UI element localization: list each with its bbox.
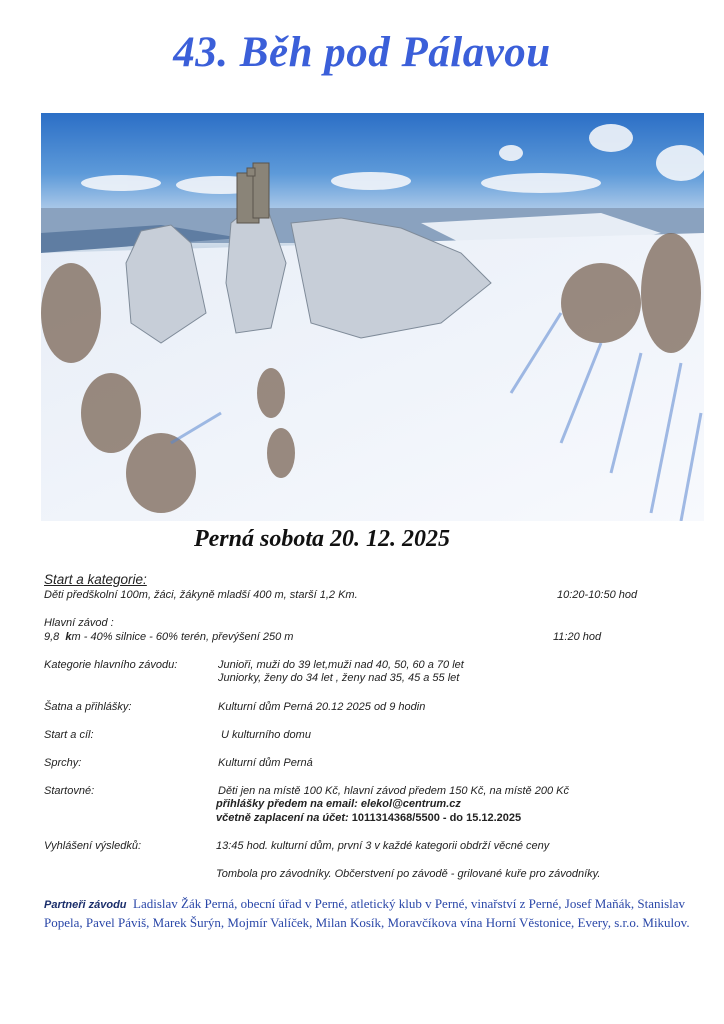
- kids-race-time: 10:20-10:50 hod: [557, 589, 638, 601]
- registration-value: Kulturní dům Perná 20.12 2025 od 9 hodin: [218, 701, 426, 713]
- page-title: 43. Běh pod Pálavou: [173, 29, 551, 76]
- landscape-photo: [41, 113, 704, 521]
- main-race-km-bold: k: [65, 631, 72, 643]
- start-heading: Start a kategorie:: [44, 572, 147, 587]
- start-finish-value: U kulturního domu: [218, 729, 311, 741]
- categories-women: Juniorky, ženy do 34 let , ženy nad 35, 45 a 55 let: [218, 672, 460, 684]
- main-race-text: m - 40% silnice - 60% terén, převýšení 250 m: [71, 631, 294, 643]
- results-label: Vyhlášení výsledků:: [44, 840, 142, 852]
- main-race-km: 9,8: [44, 631, 60, 643]
- partners-section: [44, 895, 694, 932]
- partners-text: Ladislav Žák Perná, obecní úřad v Perné, atletický klub v Perné, vinařství z Perné, Josef Maňák, Stanislav Popela, Pavel Páviš, Marek Šurýn, Mojmír Valíček, Milan Kosík, Moravčíkova vína Horní Věstonice, Every, s.r.o. Mikulov.: [44, 896, 692, 930]
- categories-label: Kategorie hlavního závodu:: [44, 659, 178, 671]
- results-value: 13:45 hod. kulturní dům, první 3 v každé kategorii obdrží věcné ceny: [216, 840, 550, 852]
- showers-value: Kulturní dům Perná: [218, 757, 313, 769]
- start-finish-label: Start a cíl:: [44, 729, 94, 741]
- partners-label: Partneři závodu: [44, 899, 127, 911]
- categories-men: Junioři, muži do 39 let,muži nad 40, 50, 60 a 70 let: [218, 659, 464, 671]
- email-label: přihlášky předem na email:: [216, 798, 361, 810]
- registration-label: Šatna a přihlášky:: [44, 701, 132, 713]
- main-race-line: [44, 631, 293, 644]
- showers-label: Sprchy:: [44, 757, 82, 769]
- kids-race-text: Děti předškolní 100m, žáci, žákyně mladší 400 m, starší 1,2 Km.: [44, 589, 358, 601]
- account-label: včetně zaplacení na účet:: [216, 812, 352, 824]
- main-race-label: Hlavní závod :: [44, 617, 114, 629]
- email-link[interactable]: elekol@centrum.cz: [360, 798, 461, 810]
- landscape-photo-icon: [41, 113, 704, 521]
- main-race-time: 11:20 hod: [553, 631, 602, 643]
- extras-text: Tombola pro závodníky. Občerstvení po závodě - grilované kuře pro závodníky.: [216, 868, 601, 880]
- kids-race-line: [44, 589, 358, 602]
- account-number: 1011314368/5500 - do 15.12.2025: [351, 812, 522, 824]
- entry-fee-value: Děti jen na místě 100 Kč, hlavní závod předem 150 Kč, na místě 200 Kč: [218, 785, 569, 797]
- entry-fee-label: Startovné:: [44, 785, 95, 797]
- event-date: Perná sobota 20. 12. 2025: [193, 526, 450, 552]
